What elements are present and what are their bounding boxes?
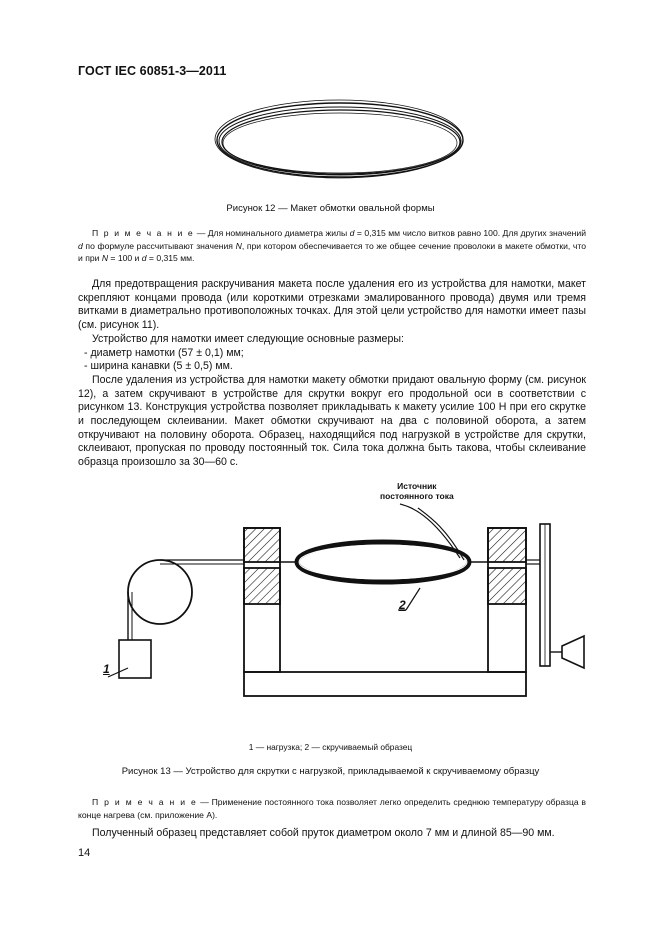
page-number: 14 [78,847,91,859]
note-1-var-d2: d [78,240,83,251]
note-1-run6: = 0,315 мм. [146,253,195,263]
body-text [78,278,586,470]
figure-12-oval-coil [200,95,480,195]
paragraph-2: Устройство для намотки имеет следующие основные размеры: [92,332,404,345]
note-1-var-d3: d [141,253,147,263]
figure-12-caption: Рисунок 12 — Макет обмотки овальной формы [226,203,435,214]
figure-13-legend: 1 — нагрузка; 2 — скручиваемый образец [248,742,413,752]
pulley [119,560,192,678]
twisted-sample [297,542,469,582]
note-2-text: — Применение постоянного тока позволяет легко определить среднюю температуру образца в конце нагрева (см. приложение А). [78,797,586,820]
power-source-label [380,481,454,501]
note-1-var-n2: N [101,253,109,263]
note-1-run2: = 0,315 мм число витков равно 100. Для других значений [354,228,587,238]
figure-13-twisting-device [100,472,600,712]
list-item-2: - ширина канавки (5 ± 0,5) мм. [84,360,233,373]
figure-13-caption: Рисунок 13 — Устройство для скрутки с нагрузкой, прикладываемой к скручиваемому образцу [121,766,540,777]
note-2-label: П р и м е ч а н и е [92,797,198,807]
note-1-label: П р и м е ч а н и е [92,228,195,238]
note-1-run4: , при котором обеспечивается то же общее сечение проволоки в макете обмотки, что и при [78,240,587,263]
load-weight [119,640,151,678]
note-1 [78,227,586,265]
note-1-run5: = 100 и [108,253,142,263]
marker-2: 2 [399,598,406,612]
note-1-run3: по формуле рассчитывают значения [82,240,236,251]
marker-1: 1 [103,662,110,676]
document-header: ГОСТ IEC 60851-3—2011 [78,64,227,78]
power-source-label-line1: Источник [397,481,437,491]
note-1-var-n: N [235,240,242,251]
note-1-dash: — [194,228,208,238]
list-item-1: - диаметр намотки (57 ± 0,1) мм; [84,346,244,359]
power-source-label-line2: постоянного тока [380,491,454,501]
paragraph-1: Для предотвращения раскручивания макета после удаления его из устройства для намотки, макет скрепляют концами провода (или короткими отрезками эмалированного провода) двумя или тремя витками в диаметрально противоположных точках. Для этой цели устройство для намотки имеет пазы (см. рисунок 11). [78,278,586,332]
crank-handle [562,636,584,668]
note-1-var-d: d [349,228,355,238]
paragraph-3: После удаления из устройства для намотки макету обмотки придают овальную форму (см. рисунок 12), а затем скручивают в устройстве для скрутки вокруг его продольной оси в соответствии с рисунком 13. Конструкция устройства позволяет прикладывать к макету усилие 100 Н при его скрутке и последующем склеивании. Макет обмотки скручивают на два с половиной оборота, а затем откручивают на половину оборота. Образец, находящийся под нагрузкой в устройстве для скрутки, склеивают, пропуская по проводу постоянный ток. Сила тока должна быть такова, чтобы склеивание образца произошло за 30—60 с. [78,373,586,469]
note-1-run1: Для номинального диаметра жилы [207,228,350,238]
closing-paragraph: Полученный образец представляет собой пруток диаметром около 7 мм и длиной 85—90 мм. [92,827,555,839]
frame [244,528,526,696]
note-2 [78,796,586,821]
